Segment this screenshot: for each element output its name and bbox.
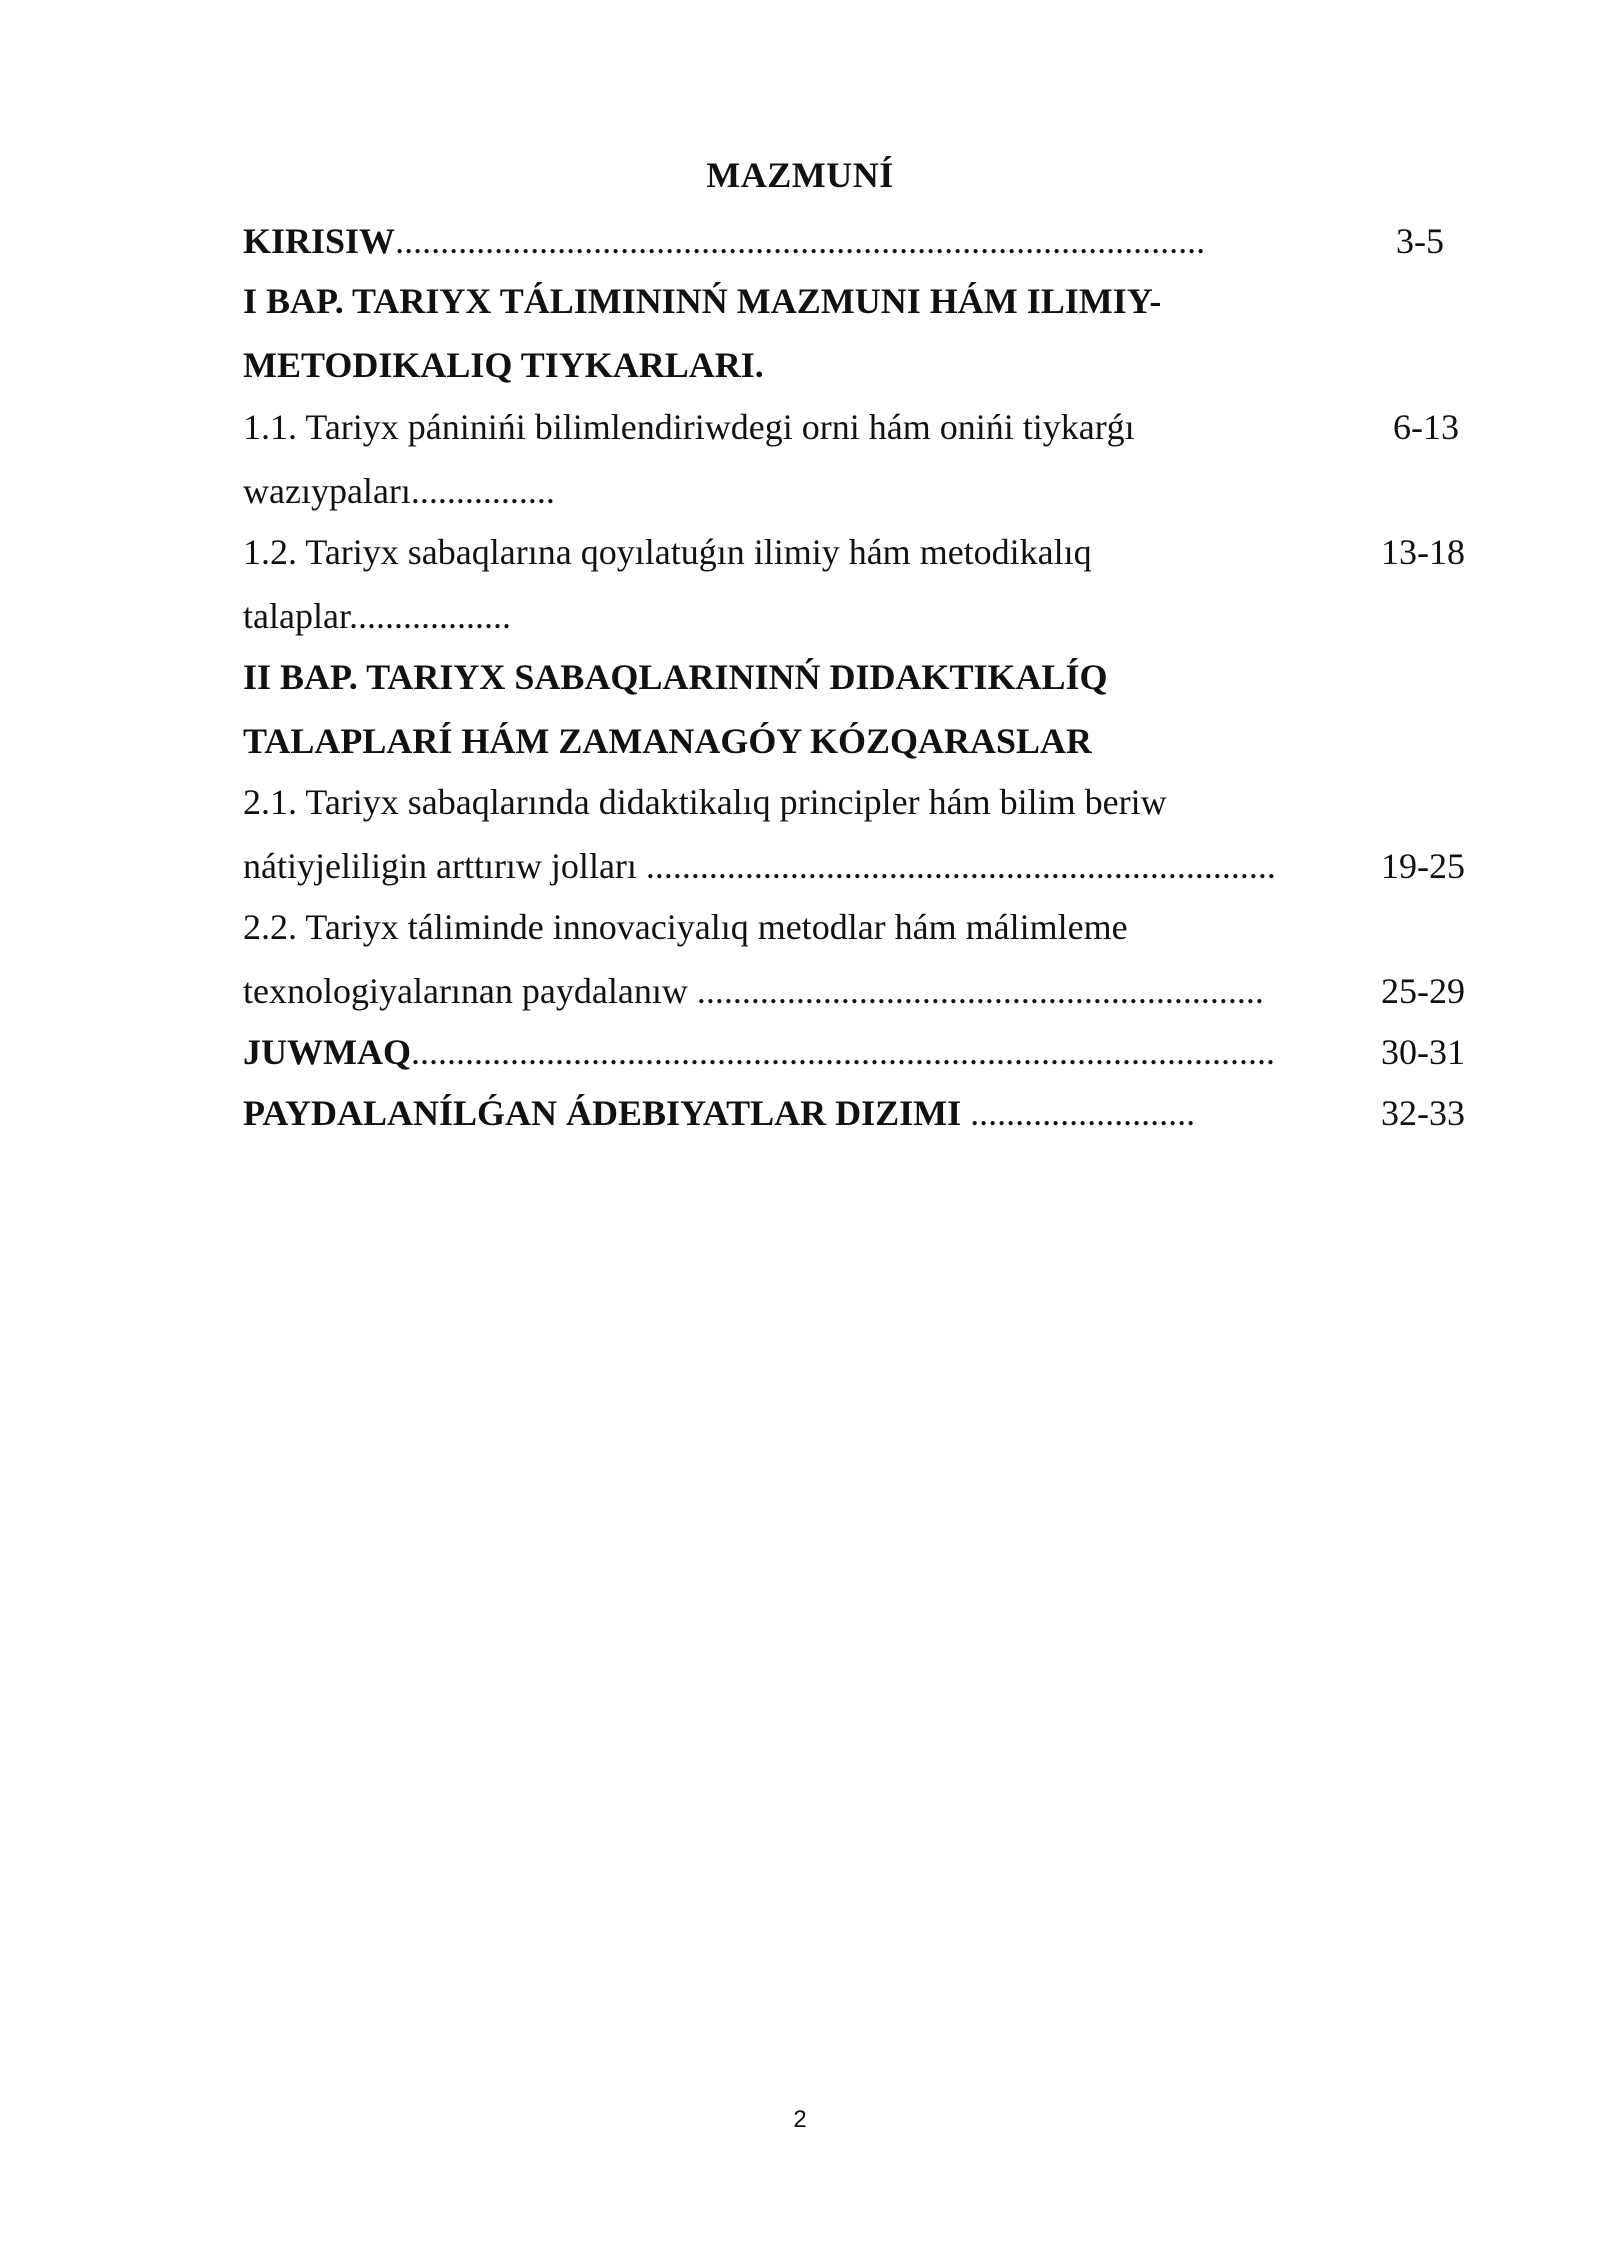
toc-entry-label: KIRISIW [243,221,396,261]
toc-chapter-1-heading-cont: METODIKALIQ TIYKARLARI. [243,345,764,385]
dot-leader: ................................................................................................ [410,1032,1275,1072]
toc-section-1-2: 1.2. Tariyx sabaqlarına qoyılatuǵın ilimiy hám metodikalıq [243,532,1092,572]
toc-entry-label: PAYDALANÍLǴAN ÁDEBIYATLAR DIZIMI [243,1093,962,1133]
toc-entry-introduction [243,216,1205,266]
toc-page-range: 19-25 [1381,846,1465,886]
toc-section-2-1: 2.1. Tariyx sabaqlarında didaktikalıq principler hám bilim beriw [243,782,1167,822]
toc-page-range: 32-33 [1381,1093,1465,1133]
toc-section-2-1-cont: nátiyjeliligin arttırıw jolları ...................................................................... [243,846,1276,886]
page-number: 2 [793,2106,807,2133]
toc-page-range: 13-18 [1381,532,1465,572]
toc-title: MAZMUNÍ [706,155,894,195]
toc-chapter-1-heading: I BAP. TARIYX TÁLIMININŃ MAZMUNI HÁM ILIMIY- [243,281,1162,321]
toc-entry-references [243,1088,1195,1138]
toc-section-2-2-cont: texnologiyalarınan paydalanıw ............................................................... [243,971,1264,1011]
toc-page-range: 25-29 [1381,971,1465,1011]
toc-entry-conclusion [243,1027,1275,1077]
toc-chapter-2-heading: II BAP. TARIYX SABAQLARININŃ DIDAKTIKALÍQ [243,657,1108,697]
dot-leader: ......................... [961,1093,1196,1133]
toc-page-range: 30-31 [1381,1032,1465,1072]
dot-leader: .......................................................................................... [395,221,1206,261]
toc-section-1-1-cont: wazıypaları................ [243,471,555,511]
toc-section-2-2: 2.2. Tariyx táliminde innovaciyalıq metodlar hám málimleme [243,907,1128,947]
toc-section-1-2-cont: talaplar.................. [243,596,511,636]
toc-page-range: 6-13 [1393,407,1459,447]
toc-section-1-1: 1.1. Tariyx páninińi bilimlendiriwdegi orni hám onińi tiykarǵı [243,407,1135,447]
toc-page-range: 3-5 [1396,221,1444,261]
toc-entry-label: JUWMAQ [243,1032,411,1072]
toc-chapter-2-heading-cont: TALAPLARÍ HÁM ZAMANAGÓY KÓZQARASLAR [243,721,1093,761]
